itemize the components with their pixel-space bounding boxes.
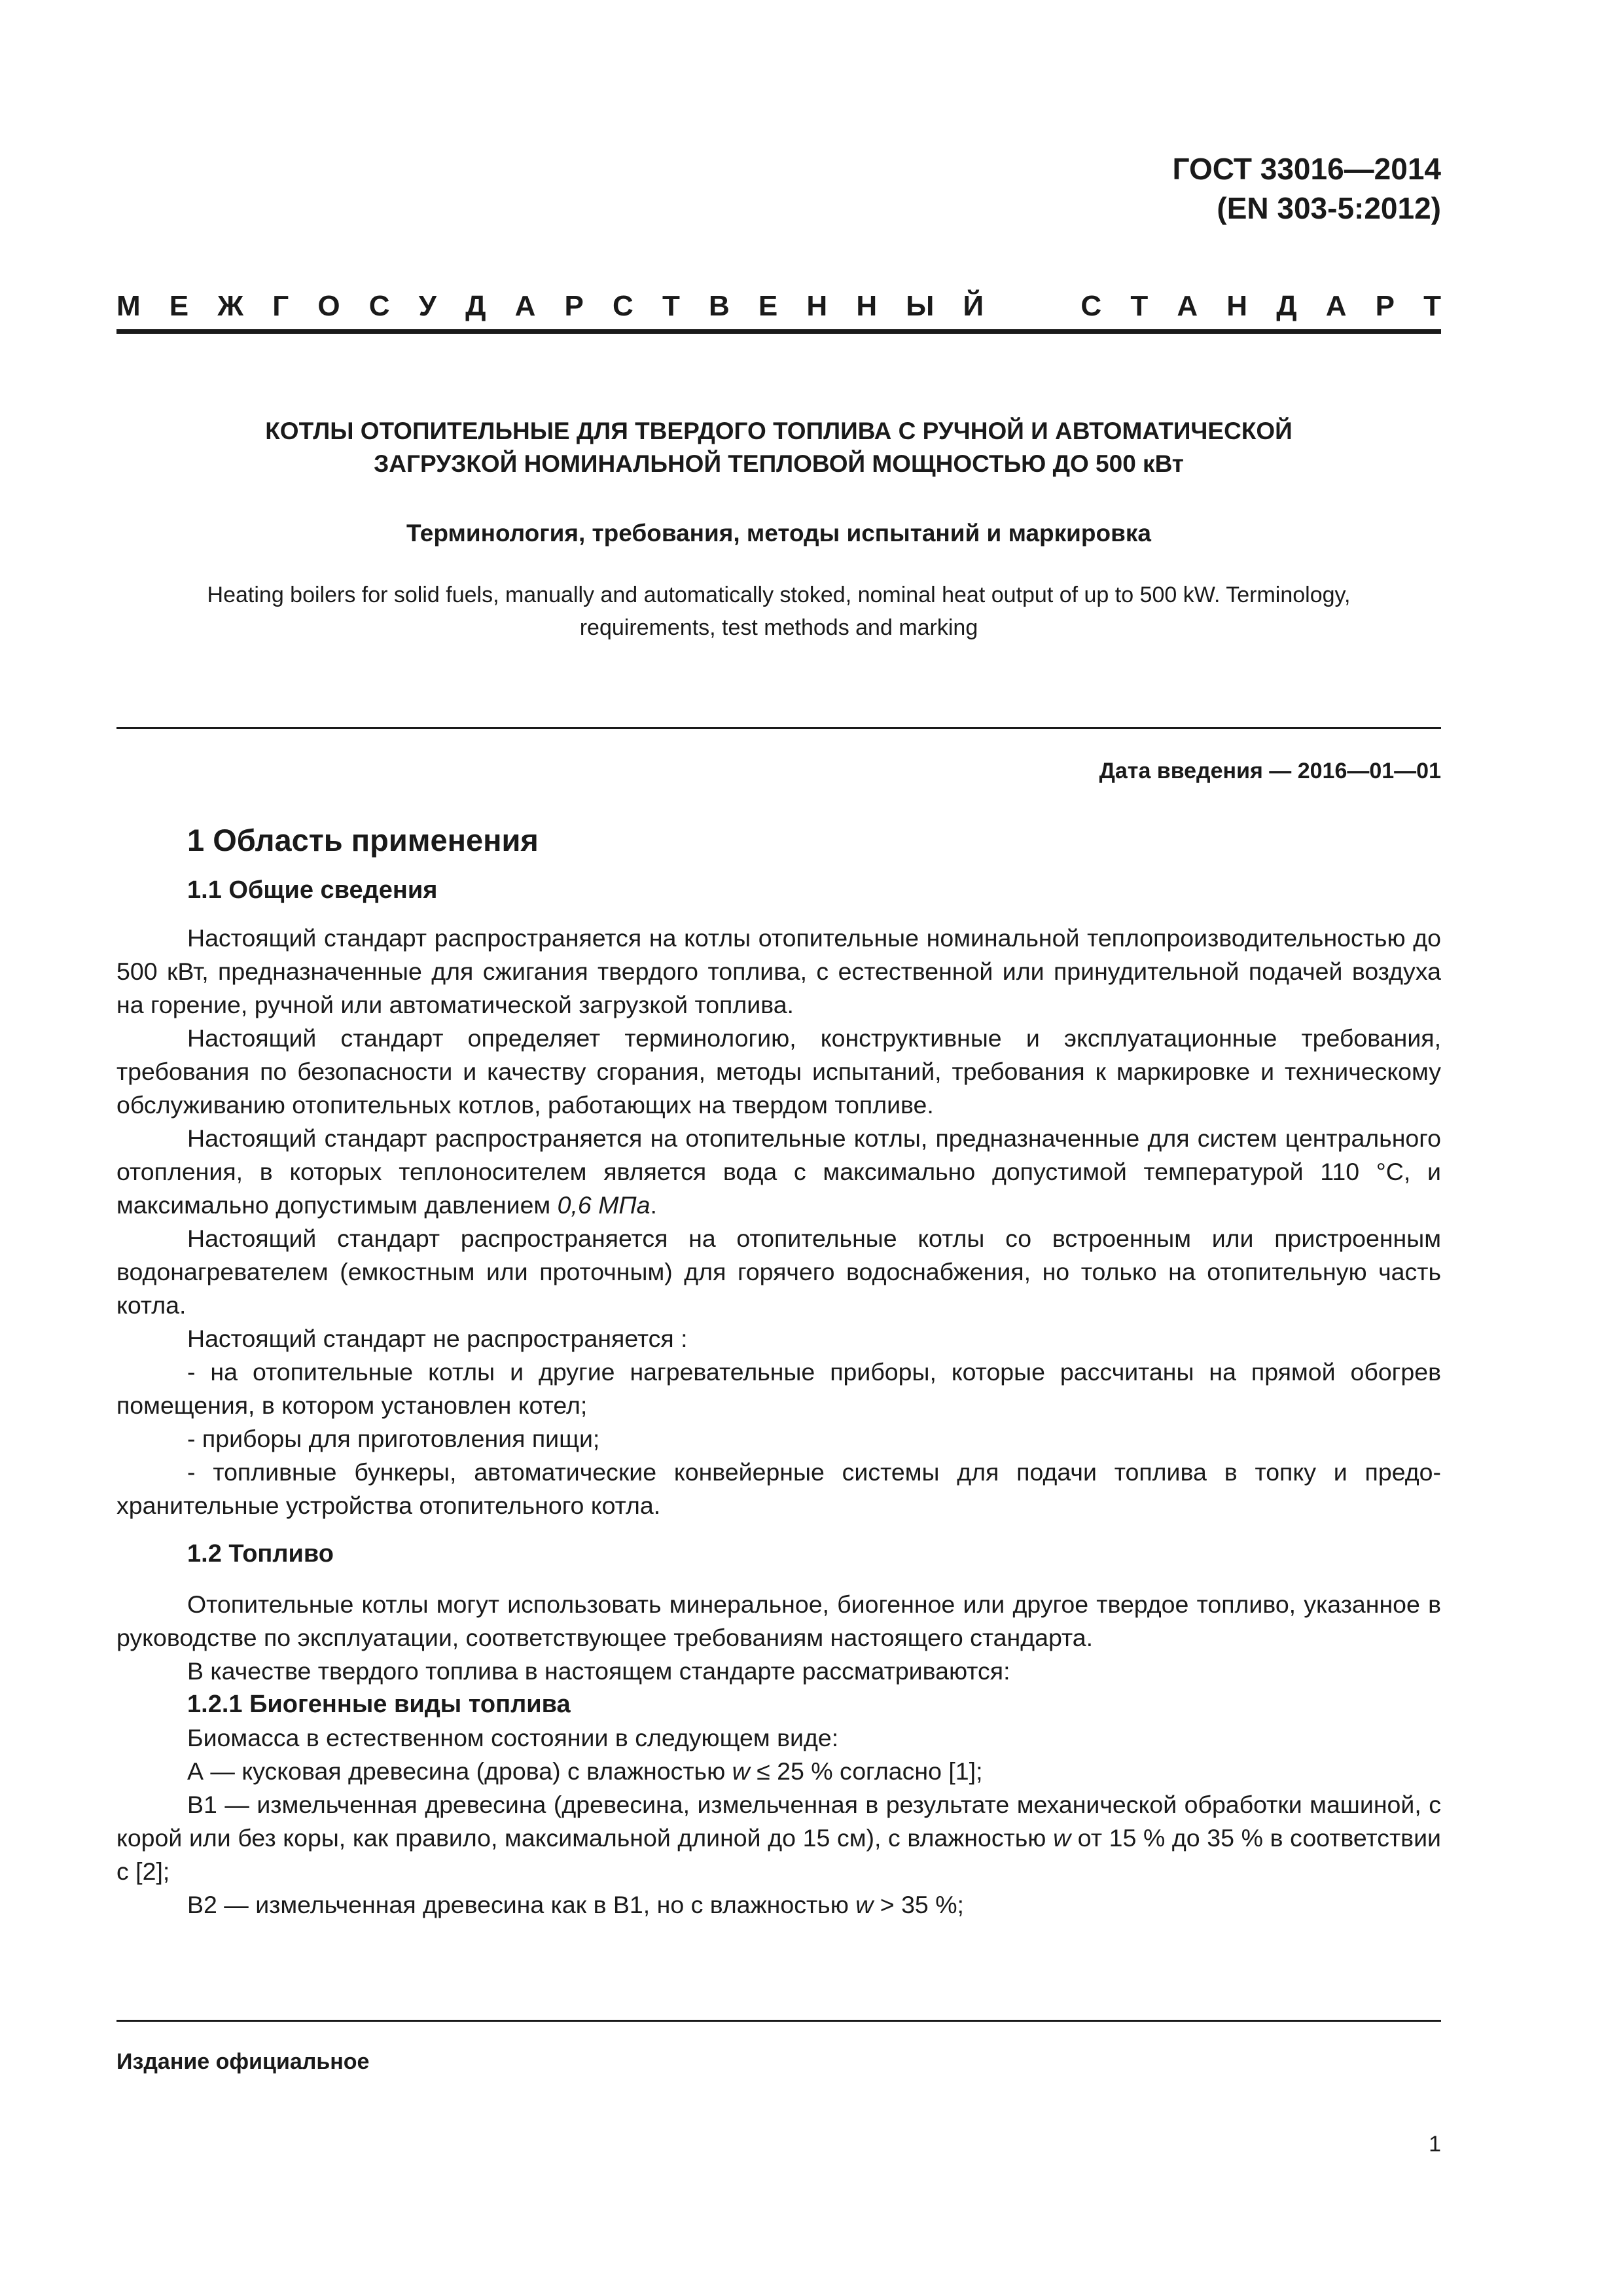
banner-letter: Г	[272, 290, 289, 322]
fuel-type-item	[116, 1755, 1441, 1788]
paragraph-text: .	[650, 1191, 657, 1219]
paragraph-text: > 35 %;	[873, 1891, 964, 1918]
banner-letter: А	[514, 290, 536, 322]
paragraph-text: Настоящий стандарт распространяется на отопительные котлы, предназначенные для систем центрального отопления, в которых теплоносителем является вода с максимально допустимой температурой 110 °С, и максимально допустимым давлением	[116, 1124, 1441, 1219]
paragraph: В качестве твердого топлива в настоящем стандарте рассматриваются:	[187, 1657, 1010, 1685]
title-line: ЗАГРУЗКОЙ НОМИНАЛЬНОЙ ТЕПЛОВОЙ МОЩНОСТЬЮ ДО 500 кВт	[374, 450, 1184, 477]
fuel-type-item	[116, 1888, 1441, 1922]
banner-letter: С	[368, 290, 390, 322]
fuel-type-item	[116, 1788, 1441, 1888]
paragraph-text: В1 — измельченная древесина (древесина, измельченная в результате механической обработки машиной, с корой или без коры, как правило, максимальной длиной до 15 см), с влажностью	[116, 1791, 1441, 1852]
title-line: КОТЛЫ ОТОПИТЕЛЬНЫЕ ДЛЯ ТВЕРДОГО ТОПЛИВА С РУЧНОЙ И АВТОМАТИЧЕСКОЙ	[265, 418, 1293, 444]
list-item: - топливные бункеры, автоматические конвейерные системы для подачи топлива в топку и предохранительные устройства отопительного котла.	[116, 1458, 1441, 1519]
interstate-standard-banner	[116, 288, 1441, 325]
paragraph: Настоящий стандарт распространяется на отопительные котлы со встроенным или пристроенным водонагревателем (емкостным или проточным) для горячего водоснабжения, но только на отопительную часть котла.	[116, 1225, 1441, 1319]
paragraph: Настоящий стандарт определяет терминологию, конструктивные и эксплуатационные требования, требования по безопасности и качеству сгорания, методы испытаний, требования к маркировке и техническому обслуживанию отопительных котлов, работающих на твердом топливе.	[116, 1024, 1441, 1119]
standard-equivalent: (EN 303-5:2012)	[1217, 191, 1441, 225]
paragraph	[116, 1122, 1441, 1222]
paragraph: Настоящий стандарт не распространяется :	[187, 1325, 688, 1352]
banner-letter: Е	[758, 290, 778, 322]
banner-letter: Р	[564, 290, 584, 322]
subsection-heading: 1.1 Общие сведения	[187, 876, 438, 904]
english-title-line: requirements, test methods and marking	[579, 615, 978, 640]
subsection-heading: 1.2 Топливо	[187, 1540, 334, 1568]
banner-letter: С	[1080, 290, 1102, 322]
banner-letter: Н	[856, 290, 878, 322]
paragraph: Отопительные котлы могут использовать минеральное, биогенное или другое твердое топливо, указанное в руководстве по эксплуатации, соответствующее требованиям настоящего стандарта.	[116, 1590, 1441, 1651]
moisture-symbol: w	[1053, 1824, 1071, 1852]
list-item: - приборы для приготовления пищи;	[187, 1425, 600, 1452]
paragraph-text: В2 — измельченная древесина как в В1, но с влажностью	[187, 1891, 856, 1918]
introduction-date: Дата введения — 2016—01—01	[1099, 759, 1441, 783]
english-title	[116, 579, 1441, 644]
banner-letter: У	[418, 290, 437, 322]
banner-letter: Д	[465, 290, 486, 322]
paragraph: Настоящий стандарт распространяется на котлы отопительные номинальной теплопроизводительностью до 500 кВт, предназначенные для сжигания твердого топлива, с естественной или принудительной подачей воздуха на горение, ручной или автоматической загрузкой топлива.	[116, 924, 1441, 1018]
banner-letter: Д	[1276, 290, 1297, 322]
banner-letter: Т	[1423, 290, 1441, 322]
standard-designation	[1173, 149, 1441, 228]
banner-letter: Н	[806, 290, 828, 322]
banner-letter: Е	[169, 290, 189, 322]
document-body	[116, 819, 1441, 1922]
header-divider	[116, 329, 1441, 334]
paragraph-text: А — кусковая древесина (дрова) с влажностью	[187, 1757, 732, 1785]
paragraph: Биомасса в естественном состоянии в следующем виде:	[187, 1724, 839, 1751]
subsubsection-heading: 1.2.1 Биогенные виды топлива	[187, 1691, 571, 1718]
banner-letter: С	[613, 290, 633, 322]
banner-letter: Т	[662, 290, 680, 322]
banner-letter: М	[116, 290, 141, 322]
banner-letter: Ж	[217, 290, 244, 322]
section-heading: 1 Область применения	[187, 823, 539, 857]
title-divider	[116, 727, 1441, 729]
moisture-symbol: w	[855, 1891, 874, 1918]
banner-letter: Т	[1130, 290, 1149, 322]
banner-letter: Н	[1226, 290, 1248, 322]
banner-letter: А	[1325, 290, 1347, 322]
paragraph-text: от 15 % до 35 % в соответствии с [2];	[116, 1824, 1441, 1885]
standard-number: ГОСТ 33016—2014	[1172, 152, 1441, 186]
paragraph-text: ≤ 25 % согласно [1];	[749, 1757, 983, 1785]
moisture-symbol: w	[732, 1757, 750, 1785]
banner-letter: Р	[1375, 290, 1395, 322]
pressure-value: 0,6 МПа	[557, 1191, 651, 1219]
document-title	[116, 415, 1441, 480]
document-page	[116, 0, 1441, 2296]
english-title-line: Heating boilers for solid fuels, manually and automatically stoked, nominal heat output of up to 500 kW. Terminology,	[207, 583, 1351, 607]
banner-letter: Ы	[906, 290, 935, 322]
banner-letter: Й	[963, 290, 984, 322]
list-item: - на отопительные котлы и другие нагревательные приборы, которые рассчитаны на прямой обогрев помещения, в котором установлен котел;	[116, 1358, 1441, 1419]
banner-letter: В	[709, 290, 730, 322]
footer-divider	[116, 2020, 1441, 2022]
banner-word-gap	[1012, 288, 1052, 325]
banner-letter: О	[317, 290, 340, 322]
document-subtitle: Терминология, требования, методы испытаний и маркировка	[406, 520, 1151, 547]
page-number: 1	[1429, 2132, 1441, 2157]
banner-letter: А	[1177, 290, 1198, 322]
edition-label: Издание официальное	[116, 2049, 370, 2074]
